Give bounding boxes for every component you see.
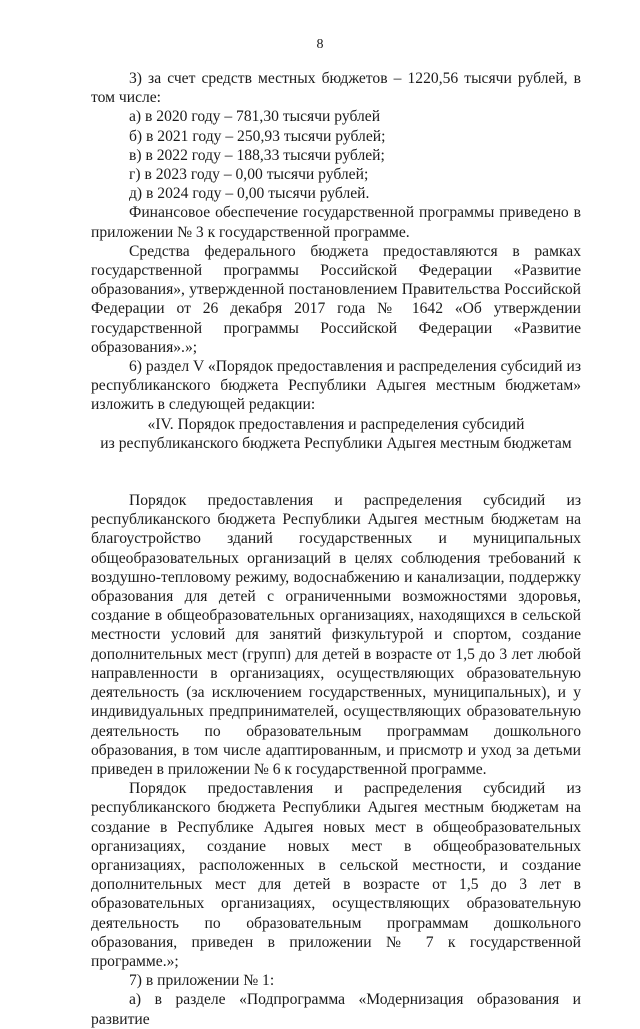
paragraph-subprogram: а) в разделе «Подпрограмма «Модернизация образования и развитие [91, 991, 581, 1028]
list-item-2024: д) в 2024 году – 0,00 тысячи рублей. [129, 185, 370, 203]
list-item-2023: г) в 2023 году – 0,00 тысячи рублей; [129, 166, 369, 184]
paragraph-subsidies-2: Порядок предоставления и распределения субсидий из республиканского бюджета Республики Адыгея местным бюджетам на создание в Республике Адыгея новых мест в общеобразовательных организациях, создание новых мест в общеобразовательных организациях, расположенных в сельской местности, и создание дополнительных мест для детей в возрасте от 1,5 до 3 лет в образовательных организациях, осуществляющих образовательную деятельность по образовательным программам дошкольного образования, приведен в приложении № 7 к государственной программе.»; [91, 780, 581, 970]
list-item-2021: б) в 2021 году – 250,93 тысячи рублей; [129, 127, 386, 145]
section-heading-line-1: «IV. Порядок предоставления и распределения субсидий [147, 415, 525, 433]
paragraph-appendix-1: 7) в приложении № 1: [129, 972, 275, 990]
paragraph-federal-funds: Средства федерального бюджета предоставляются в рамках государственной программы Российской Федерации «Развитие образования», утвержденной постановлением Правительства Российской Федерации от 26 декабря 2017 года № 1642 «Об утверждении государственной программы Российской Федерации «Развитие образования».»; [91, 242, 581, 356]
page-number: 8 [316, 37, 324, 52]
heading-spacer [91, 453, 581, 491]
paragraph-section-v: 6) раздел V «Порядок предоставления и распределения субсидий из республиканского бюджета Республики Адыгея местным бюджетам» изложить в следующей редакции: [91, 358, 581, 414]
paragraph-subsidies-1: Порядок предоставления и распределения субсидий из республиканского бюджета Республики Адыгея местным бюджетам на благоустройство зданий государственных и муниципальных общеобразовательных организаций в целях соблюдения требований к воздушно-тепловому режиму, водоснабжению и канализации, поддержку образования для детей с ограниченными возможностями здоровья, создание в общеобразовательных организациях, находящихся в сельской местности условий для занятий физкультурой и спортом, создание дополнительных мест (групп) для детей в возрасте от 1,5 до 3 лет любой направленности в организациях, осуществляющих образовательную деятельность (за исключением государственных, муниципальных), и у индивидуальных предпринимателей, осуществляющих образовательную деятельность по образовательным программам дошкольного образования, в том числе адаптированным, и присмотр и уход за детьми приведен в приложении № 6 к государственной программе. [91, 492, 581, 778]
paragraph-financing: Финансовое обеспечение государственной программы приведено в приложении № 3 к государственной программе. [91, 204, 581, 241]
list-item-2022: в) в 2022 году – 188,33 тысячи рублей; [129, 146, 385, 164]
document-body [91, 69, 581, 1029]
paragraph-local-budgets: 3) за счет средств местных бюджетов – 1220,56 тысячи рублей, в том числе: [91, 70, 581, 107]
section-heading-line-2: из республиканского бюджета Республики Адыгея местным бюджетам [100, 434, 572, 452]
list-item-2020: а) в 2020 году – 781,30 тысячи рублей [129, 108, 381, 126]
